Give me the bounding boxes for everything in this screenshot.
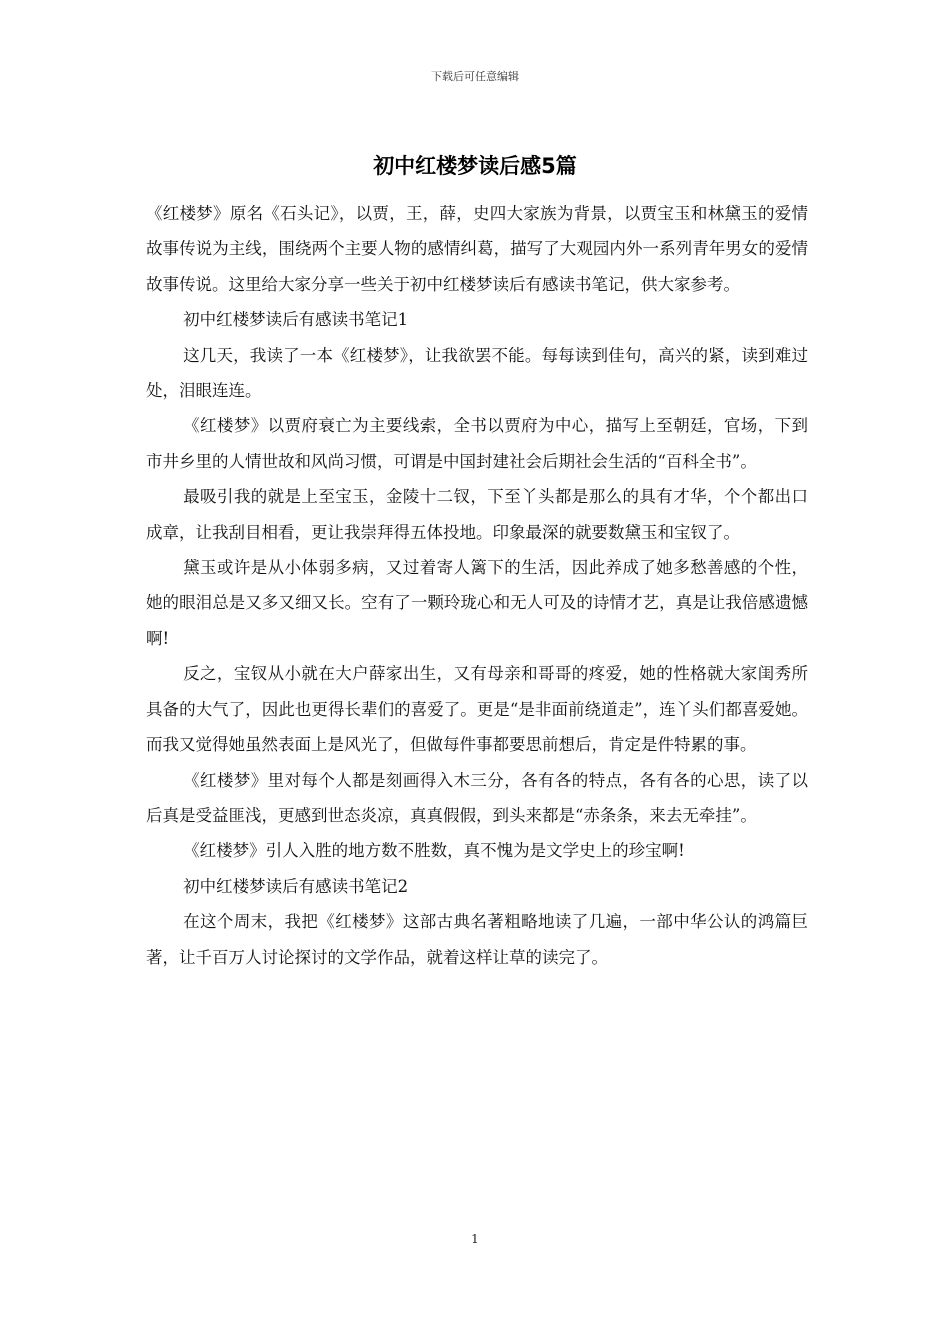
intro-paragraph: 《红楼梦》原名《石头记》，以贾，王，薛，史四大家族为背景，以贾宝玉和林黛玉的爱情故事传说为主线，围绕两个主要人物的感情纠葛，描写了大观园内外一系列青年男女的爱情故事传说。这里给大家分享一些关于初中红楼梦读后有感读书笔记，供大家参考。 [146, 204, 808, 294]
document-title: 初中红楼梦读后感5篇 [373, 154, 577, 178]
section-heading-2: 初中红楼梦读后有感读书笔记2 [183, 876, 409, 896]
body-paragraph: 《红楼梦》里对每个人都是刻画得入木三分，各有各的特点，各有各的心思，读了以后真是受益匪浅，更感到世态炎凉，真真假假，到头来都是“赤条条，来去无牵挂”。 [146, 770, 808, 825]
section-heading-1: 初中红楼梦读后有感读书笔记1 [183, 310, 409, 330]
body-paragraph: 最吸引我的就是上至宝玉，金陵十二钗，下至丫头都是那么的具有才华，个个都出口成章，让我刮目相看，更让我崇拜得五体投地。印象最深的就要数黛玉和宝钗了。 [146, 487, 808, 542]
body-paragraph: 《红楼梦》以贾府衰亡为主要线索，全书以贾府为中心，描写上至朝廷，官场，下到市井乡里的人情世故和风尚习惯，可谓是中国封建社会后期社会生活的“百科全书”。 [146, 416, 808, 471]
header-note: 下载后可任意编辑 [431, 70, 519, 83]
body-paragraph: 这几天，我读了一本《红楼梦》，让我欲罢不能。每每读到佳句，高兴的紧，读到难过处，泪眼连连。 [146, 345, 808, 401]
document-body [146, 196, 808, 975]
body-paragraph: 黛玉或许是从小体弱多病，又过着寄人篱下的生活，因此养成了她多愁善感的个性，她的眼泪总是又多又细又长。空有了一颗玲珑心和无人可及的诗情才艺，真是让我倍感遗憾啊! [146, 558, 808, 648]
page-number: 1 [471, 1232, 479, 1246]
body-paragraph: 反之，宝钗从小就在大户薛家出生，又有母亲和哥哥的疼爱，她的性格就大家闺秀所具备的大气了，因此也更得长辈们的喜爱了。更是“是非面前绕道走”，连丫头们都喜爱她。而我又觉得她虽然表面上是风光了，但做每件事都要思前想后，肯定是件特累的事。 [146, 664, 808, 755]
body-paragraph: 《红楼梦》引人入胜的地方数不胜数，真不愧为是文学史上的珍宝啊! [183, 841, 685, 861]
body-paragraph: 在这个周末，我把《红楼梦》这部古典名著粗略地读了几遍，一部中华公认的鸿篇巨著，让千百万人讨论探讨的文学作品，就着这样让草的读完了。 [146, 912, 808, 967]
